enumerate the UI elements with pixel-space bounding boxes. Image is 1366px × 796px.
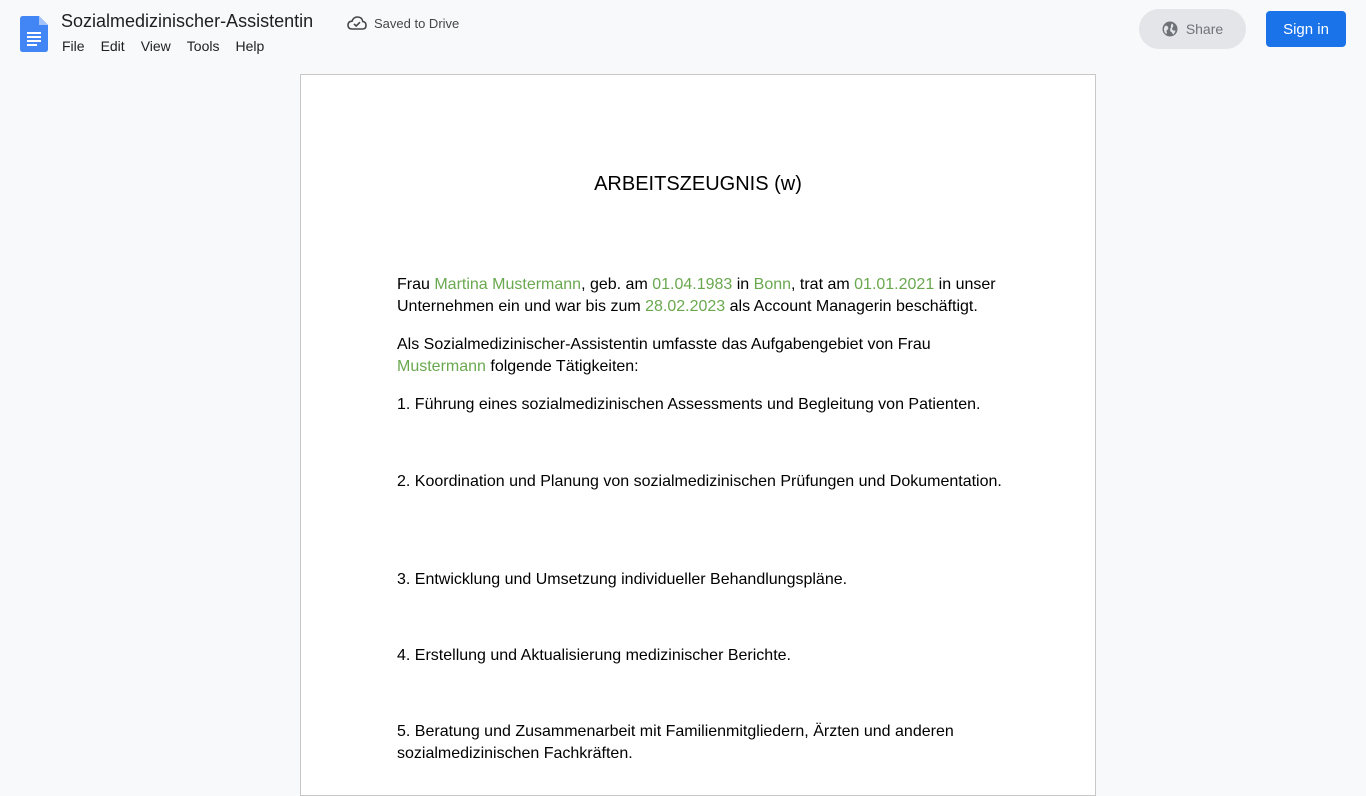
cloud-done-icon: [347, 16, 367, 30]
duties-text-1: Als Sozialmedizinischer-Assistentin umfasste das Aufgabengebiet von Frau: [397, 336, 931, 353]
duties-intro-paragraph: [397, 334, 1007, 378]
google-docs-icon[interactable]: [20, 16, 48, 52]
sign-in-button[interactable]: Sign in: [1266, 11, 1346, 47]
menu-view[interactable]: View: [140, 38, 171, 54]
duties-text-2: folgende Tätigkeiten:: [485, 358, 639, 375]
menu-help[interactable]: Help: [235, 38, 265, 54]
task-item-3: 3. Entwicklung und Umsetzung individueller Behandlungspläne.: [397, 571, 848, 588]
employee-surname: Mustermann: [397, 358, 486, 375]
top-bar: [0, 0, 1366, 64]
birth-date: 01.04.1983: [652, 276, 733, 293]
share-button[interactable]: [1139, 9, 1246, 49]
task-item-1: 1. Führung eines sozialmedizinischen Assessments und Begleitung von Patienten.: [397, 396, 981, 413]
menu-bar: [54, 36, 272, 56]
menu-file[interactable]: File: [62, 38, 85, 54]
menu-tools[interactable]: Tools: [186, 38, 220, 54]
menu-edit[interactable]: Edit: [100, 38, 125, 54]
save-status-label: Saved to Drive: [374, 15, 460, 31]
task-item-5: 5. Beratung und Zusammenarbeit mit Familienmitgliedern, Ärzten und anderen sozialmedizinischen Fachkräften.: [397, 723, 954, 762]
task-item-4: 4. Erstellung und Aktualisierung medizinischer Berichte.: [397, 647, 791, 664]
intro-text-6: als Account Managerin beschäftigt.: [725, 298, 978, 315]
intro-text-5: in unser Unternehmen ein und war bis zum: [397, 276, 996, 315]
intro-text-3: in: [732, 276, 754, 293]
start-date: 01.01.2021: [854, 276, 935, 293]
document-title[interactable]: Sozialmedizinischer-Assistentin: [61, 11, 314, 31]
employee-name: Martina Mustermann: [434, 276, 582, 293]
document-page[interactable]: [300, 74, 1096, 796]
share-label: Share: [1185, 21, 1224, 37]
birth-city: Bonn: [753, 276, 792, 293]
intro-text-2: , geb. am: [581, 276, 653, 293]
intro-text-4: , trat am: [791, 276, 855, 293]
globe-icon: [1162, 21, 1178, 37]
letter-heading: ARBEITSZEUGNIS (w): [594, 173, 802, 195]
intro-text-1: Frau: [397, 276, 435, 293]
save-status[interactable]: [347, 13, 459, 33]
end-date: 28.02.2023: [645, 298, 726, 315]
intro-paragraph: [397, 274, 1007, 318]
task-item-2: 2. Koordination und Planung von sozialmedizinischen Prüfungen und Dokumentation.: [397, 473, 1002, 490]
